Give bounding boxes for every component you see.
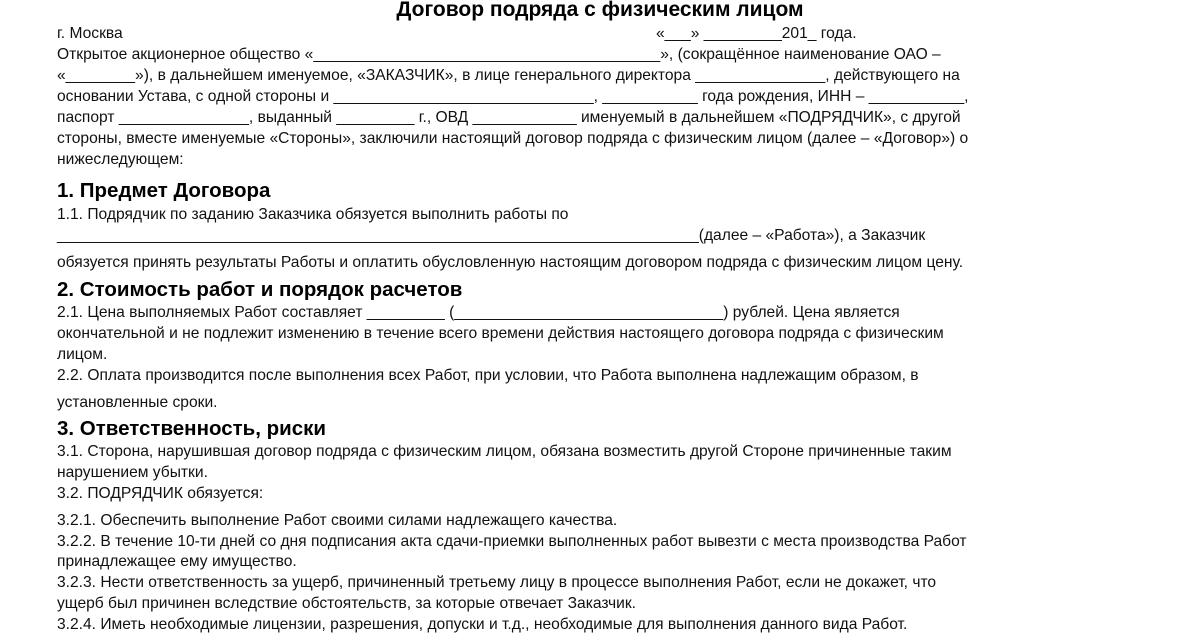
intro-line-3: основании Устава, с одной стороны и ______________________________, ___________ года рождения, ИНН – ___________, — [57, 88, 969, 105]
document-title: Договор подряда с физическим лицом — [396, 0, 804, 21]
s3-line-5: 3.2.2. В течение 10-ти дней со дня подписания акта сдачи-приемки выполненных работ вывезти с места производства Работ — [57, 533, 967, 550]
s1-line-1: 1.1. Подрядчик по заданию Заказчика обязуется выполнить работы по — [57, 206, 569, 223]
s1-line-3: обязуется принять результаты Работы и оплатить обусловленную настоящим договором подряда с физическим лицом цену. — [57, 254, 964, 271]
contract-date: «___» _________201_ года. — [656, 25, 857, 42]
s3-line-9: 3.2.4. Иметь необходимые лицензии, разрешения, допуски и т.д., необходимые для выполнения данного вида Работ. — [57, 616, 908, 633]
s2-line-4: 2.2. Оплата производится после выполнения всех Работ, при условии, что Работа выполнена надлежащим образом, в — [57, 367, 919, 384]
intro-line-5: стороны, вместе именуемые «Стороны», заключили настоящий договор подряда с физическим лицом (далее – «Договор») о — [57, 130, 969, 147]
s3-line-2: нарушением убытки. — [57, 464, 208, 481]
intro-line-4: паспорт _______________, выданный _________ г., ОВД ____________ именуемый в дальнейшем «ПОДРЯДЧИК», с другой — [57, 109, 961, 126]
intro-city-line — [57, 24, 857, 44]
city: г. Москва — [57, 25, 123, 42]
s3-line-7: 3.2.3. Нести ответственность за ущерб, причиненный третьему лицу в процессе выполнения Работ, если не докажет, что — [57, 574, 937, 591]
s1-line-2: __________________________________________________________________________(далее – «Работа»), а Заказчик — [57, 227, 926, 244]
section-1-heading: 1. Предмет Договора — [57, 179, 271, 202]
section-3-heading: 3. Ответственность, риски — [57, 417, 327, 440]
s3-line-3: 3.2. ПОДРЯДЧИК обязуется: — [57, 485, 264, 502]
s2-line-1: 2.1. Цена выполняемых Работ составляет _________ (_______________________________) рублей. Цена является — [57, 304, 900, 321]
s3-line-1: 3.1. Сторона, нарушившая договор подряда с физическим лицом, обязана возместить другой Стороне причиненные таким — [57, 443, 952, 460]
s2-line-2: окончательной и не подлежит изменению в течение всего времени действия настоящего договора подряда с физическим — [57, 325, 944, 342]
s3-line-4: 3.2.1. Обеспечить выполнение Работ своими силами надлежащего качества. — [57, 512, 618, 529]
intro-line-6: нижеследующем: — [57, 151, 184, 168]
intro-line-2: «________»), в дальнейшем именуемое, «ЗАКАЗЧИК», в лице генерального директора _______________, действующего на — [57, 67, 960, 84]
section-2-heading: 2. Стоимость работ и порядок расчетов — [57, 278, 463, 301]
s3-line-8: ущерб был причинен вследствие обстоятельств, за которые отвечает Заказчик. — [57, 595, 636, 612]
s2-line-3: лицом. — [57, 346, 108, 363]
intro-line-1: Открытое акционерное общество «________________________________________», (сокращённое наименование ОАО – — [57, 46, 941, 63]
s2-line-5: установленные сроки. — [57, 394, 218, 411]
s3-line-6: принадлежащее ему имущество. — [57, 553, 297, 570]
